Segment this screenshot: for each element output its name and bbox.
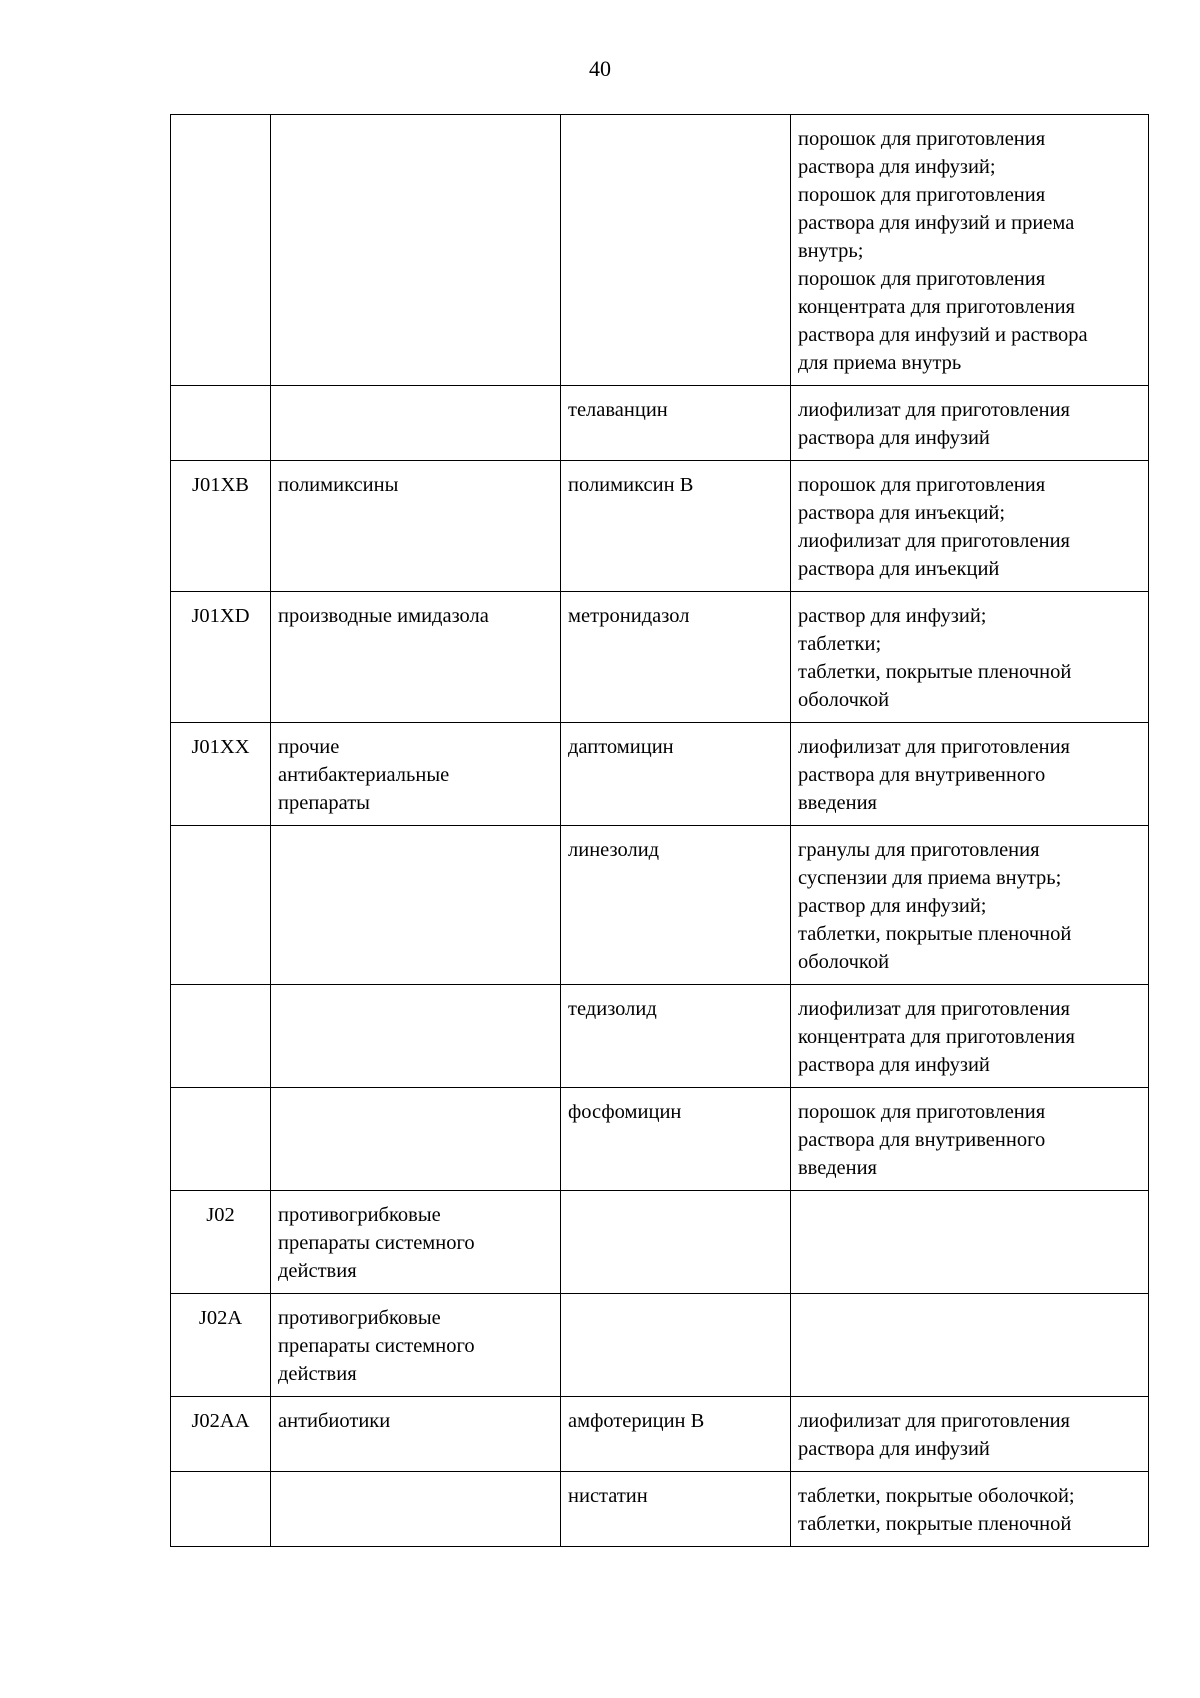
dosage-form-line: раствор для инфузий;	[798, 605, 987, 627]
dosage-form-line: лиофилизат для приготовления	[798, 1410, 1070, 1432]
dosage-forms-cell	[791, 461, 1149, 592]
atc-code-cell: J01XB	[171, 461, 271, 592]
group-name-line: действия	[278, 1363, 357, 1385]
atc-code-cell	[171, 115, 271, 386]
dosage-form-line: гранулы для приготовления	[798, 839, 1040, 861]
group-name-cell	[271, 461, 561, 592]
dosage-form-line: раствора для инъекций	[798, 558, 1000, 580]
atc-code-cell	[171, 1088, 271, 1191]
atc-code-cell	[171, 386, 271, 461]
atc-code-cell: J01XX	[171, 723, 271, 826]
dosage-forms-cell	[791, 386, 1149, 461]
dosage-form-line: раствора для инфузий	[798, 1438, 990, 1460]
group-name-cell	[271, 985, 561, 1088]
group-name-cell	[271, 1191, 561, 1294]
dosage-form-line: лиофилизат для приготовления	[798, 998, 1070, 1020]
table-row	[171, 826, 1149, 985]
dosage-forms-cell	[791, 1397, 1149, 1472]
dosage-forms-cell	[791, 1191, 1149, 1294]
table-row	[171, 386, 1149, 461]
group-name-cell	[271, 592, 561, 723]
group-name-line: противогрибковые	[278, 1307, 441, 1329]
substance-cell: полимиксин В	[561, 461, 791, 592]
atc-code-cell	[171, 1472, 271, 1547]
group-name-cell	[271, 1088, 561, 1191]
group-name-line: полимиксины	[278, 474, 399, 496]
group-name-cell	[271, 826, 561, 985]
table-row	[171, 461, 1149, 592]
group-name-line: препараты системного	[278, 1232, 475, 1254]
substance-cell: тедизолид	[561, 985, 791, 1088]
dosage-form-line: таблетки, покрытые пленочной	[798, 923, 1072, 945]
drug-table	[170, 114, 1149, 1547]
substance-cell: метронидазол	[561, 592, 791, 723]
dosage-form-line: таблетки, покрытые оболочкой;	[798, 1485, 1075, 1507]
table-row	[171, 115, 1149, 386]
dosage-form-line: раствора для инфузий	[798, 1054, 990, 1076]
dosage-forms-cell	[791, 1472, 1149, 1547]
dosage-form-line: раствора для инфузий и приема	[798, 212, 1075, 234]
dosage-forms-cell	[791, 985, 1149, 1088]
table-row	[171, 1191, 1149, 1294]
dosage-form-line: введения	[798, 792, 877, 814]
table-row	[171, 1088, 1149, 1191]
table-row	[171, 985, 1149, 1088]
dosage-form-line: порошок для приготовления	[798, 268, 1046, 290]
atc-code-cell: J01XD	[171, 592, 271, 723]
dosage-form-line: суспензии для приема внутрь;	[798, 867, 1062, 889]
substance-cell: нистатин	[561, 1472, 791, 1547]
dosage-form-line: раствора для инфузий	[798, 427, 990, 449]
dosage-forms-cell	[791, 592, 1149, 723]
dosage-form-line: таблетки;	[798, 633, 882, 655]
dosage-form-line: для приема внутрь	[798, 352, 962, 374]
group-name-cell	[271, 723, 561, 826]
table-row	[171, 1472, 1149, 1547]
dosage-form-line: лиофилизат для приготовления	[798, 399, 1070, 421]
dosage-forms-cell	[791, 826, 1149, 985]
dosage-form-line: концентрата для приготовления	[798, 1026, 1075, 1048]
dosage-form-line: таблетки, покрытые пленочной	[798, 661, 1072, 683]
atc-code-cell: J02	[171, 1191, 271, 1294]
dosage-forms-cell	[791, 115, 1149, 386]
group-name-line: прочие	[278, 736, 340, 758]
group-name-cell	[271, 1397, 561, 1472]
dosage-form-line: оболочкой	[798, 951, 890, 973]
table-row	[171, 1397, 1149, 1472]
dosage-form-line: раствора для инфузий и раствора	[798, 324, 1088, 346]
substance-cell: линезолид	[561, 826, 791, 985]
group-name-line: препараты	[278, 792, 370, 814]
dosage-form-line: порошок для приготовления	[798, 474, 1046, 496]
dosage-forms-cell	[791, 1088, 1149, 1191]
table-row	[171, 592, 1149, 723]
substance-cell: даптомицин	[561, 723, 791, 826]
substance-cell	[561, 1294, 791, 1397]
drug-table-body	[171, 115, 1149, 1547]
atc-code-cell	[171, 826, 271, 985]
substance-cell	[561, 1191, 791, 1294]
dosage-form-line: раствор для инфузий;	[798, 895, 987, 917]
table-row	[171, 723, 1149, 826]
group-name-line: антибактериальные	[278, 764, 450, 786]
substance-cell: амфотерицин В	[561, 1397, 791, 1472]
group-name-line: противогрибковые	[278, 1204, 441, 1226]
atc-code-cell	[171, 985, 271, 1088]
dosage-form-line: концентрата для приготовления	[798, 296, 1075, 318]
dosage-form-line: порошок для приготовления	[798, 128, 1046, 150]
dosage-form-line: раствора для инфузий;	[798, 156, 996, 178]
dosage-form-line: лиофилизат для приготовления	[798, 530, 1070, 552]
table-row	[171, 1294, 1149, 1397]
dosage-form-line: порошок для приготовления	[798, 184, 1046, 206]
page-number: 40	[589, 56, 611, 81]
group-name-cell	[271, 386, 561, 461]
dosage-form-line: раствора для инъекций;	[798, 502, 1006, 524]
dosage-form-line: раствора для внутривенного	[798, 1129, 1046, 1151]
dosage-forms-cell	[791, 723, 1149, 826]
group-name-line: действия	[278, 1260, 357, 1282]
dosage-form-line: лиофилизат для приготовления	[798, 736, 1070, 758]
dosage-forms-cell	[791, 1294, 1149, 1397]
dosage-form-line: внутрь;	[798, 240, 864, 262]
dosage-form-line: таблетки, покрытые пленочной	[798, 1513, 1072, 1535]
dosage-form-line: раствора для внутривенного	[798, 764, 1046, 786]
dosage-form-line: порошок для приготовления	[798, 1101, 1046, 1123]
dosage-form-line: введения	[798, 1157, 877, 1179]
group-name-line: препараты системного	[278, 1335, 475, 1357]
dosage-form-line: оболочкой	[798, 689, 890, 711]
substance-cell	[561, 115, 791, 386]
group-name-cell	[271, 1472, 561, 1547]
atc-code-cell: J02A	[171, 1294, 271, 1397]
group-name-line: производные имидазола	[278, 605, 489, 627]
group-name-cell	[271, 115, 561, 386]
substance-cell: фосфомицин	[561, 1088, 791, 1191]
group-name-line: антибиотики	[278, 1410, 391, 1432]
substance-cell: телаванцин	[561, 386, 791, 461]
atc-code-cell: J02AA	[171, 1397, 271, 1472]
group-name-cell	[271, 1294, 561, 1397]
